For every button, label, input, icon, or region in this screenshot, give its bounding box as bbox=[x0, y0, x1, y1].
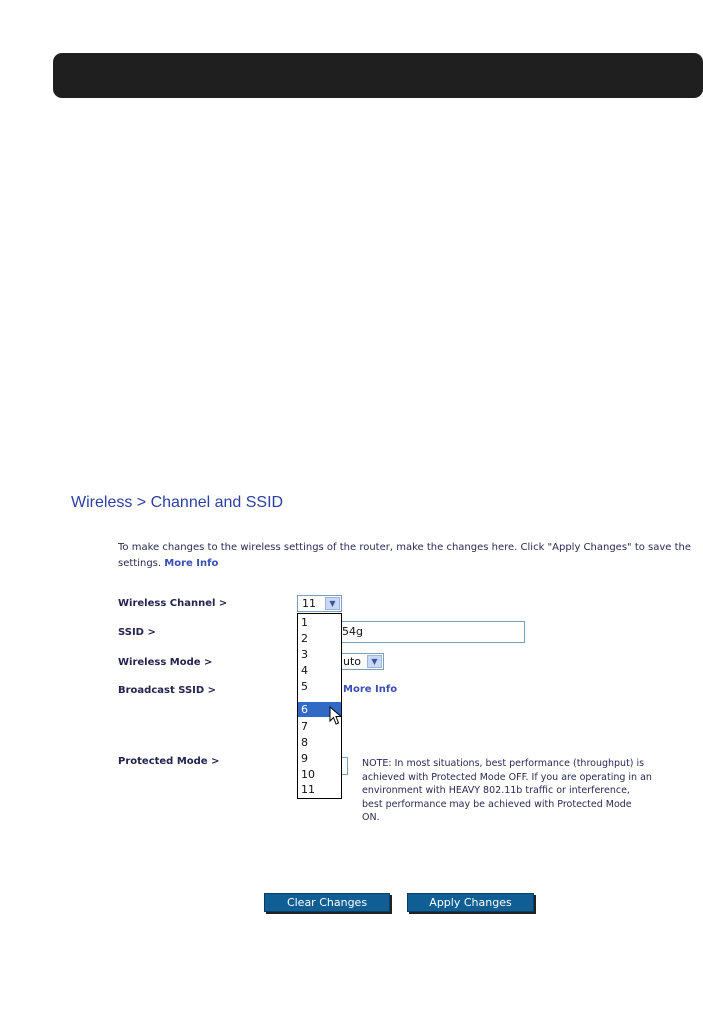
wireless-channel-select[interactable] bbox=[297, 595, 342, 612]
broadcast-ssid-label: Broadcast SSID > bbox=[118, 685, 217, 696]
channel-option[interactable]: 8 bbox=[301, 736, 308, 749]
channel-option[interactable]: 10 bbox=[301, 768, 315, 781]
protected-mode-label: Protected Mode > bbox=[118, 756, 220, 767]
chevron-down-icon[interactable]: ▼ bbox=[367, 655, 382, 668]
ssid-value: 54g bbox=[342, 625, 363, 638]
channel-option[interactable]: 1 bbox=[301, 616, 308, 629]
channel-option[interactable]: 3 bbox=[301, 648, 308, 661]
chevron-down-icon[interactable]: ▼ bbox=[325, 597, 340, 610]
channel-option-selected[interactable]: 6 bbox=[298, 702, 341, 717]
channel-option[interactable]: 5 bbox=[301, 680, 308, 693]
mouse-pointer-icon bbox=[329, 706, 343, 726]
intro-body: To make changes to the wireless settings of the router, make the changes here. Click "Apply Changes" to save the settings. bbox=[118, 542, 692, 569]
ssid-label: SSID > bbox=[118, 627, 156, 638]
wireless-channel-label: Wireless Channel > bbox=[118, 598, 228, 609]
header-bar bbox=[53, 53, 703, 98]
protected-mode-note: NOTE: In most situations, best performance (throughput) is achieved with Protected Mode OFF. If you are operating in an environment with HEAVY 802.11b traffic or interference, best performance may be achieved with Protected Mode ON. bbox=[362, 758, 652, 823]
channel-option[interactable]: 4 bbox=[301, 664, 308, 677]
wireless-mode-value: uto bbox=[343, 655, 362, 668]
page-title: Wireless > Channel and SSID bbox=[71, 494, 284, 511]
wireless-mode-label: Wireless Mode > bbox=[118, 657, 213, 668]
more-info-link[interactable]: More Info bbox=[164, 558, 219, 569]
apply-changes-button[interactable]: Apply Changes bbox=[407, 893, 534, 912]
channel-option[interactable]: 11 bbox=[301, 783, 315, 796]
channel-option[interactable]: 9 bbox=[301, 752, 308, 765]
channel-option[interactable]: 2 bbox=[301, 632, 308, 645]
wireless-channel-value: 11 bbox=[302, 597, 316, 610]
broadcast-more-info-link[interactable]: More Info bbox=[343, 684, 398, 695]
clear-changes-button[interactable]: Clear Changes bbox=[264, 893, 390, 912]
channel-option[interactable]: 7 bbox=[301, 720, 308, 733]
intro-text bbox=[118, 540, 698, 572]
